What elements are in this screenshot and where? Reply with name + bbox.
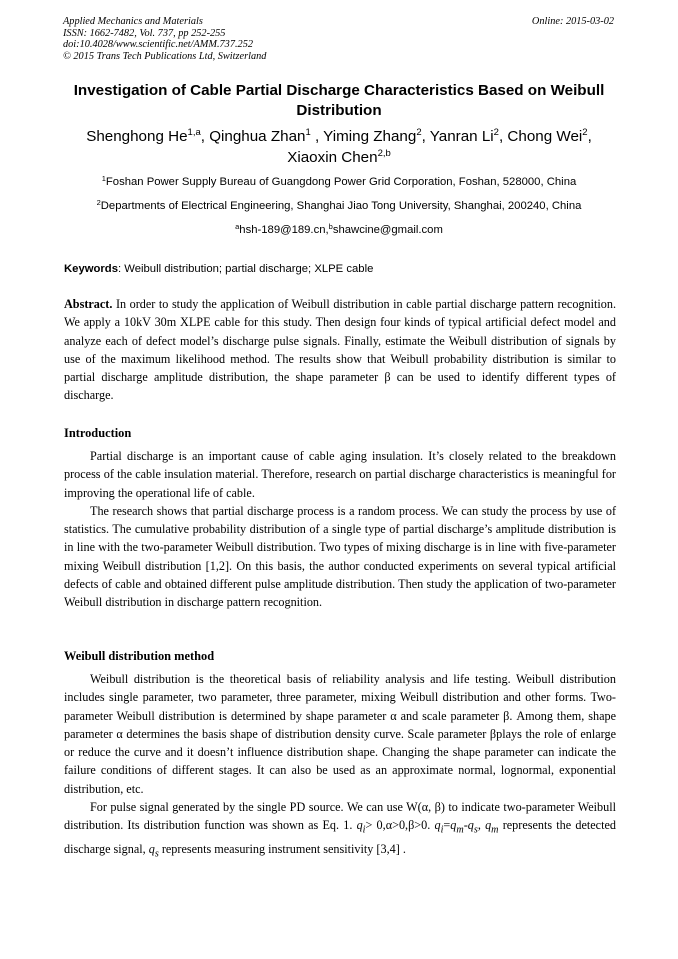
keywords-text: : Weibull distribution; partial discharge; XLPE cable — [118, 263, 374, 275]
math-subscript — [456, 825, 463, 836]
email-line — [40, 223, 638, 237]
affiliation-text: Foshan Power Supply Bureau of Guangdong Power Grid Corporation, Foshan, 528000, China — [105, 176, 577, 188]
abstract-label: Abstract. — [64, 297, 113, 311]
text-run: For pulse signal generated by the single PD source. We can use W(α, β) to indicate two-parameter Weibull distribution. Its distribution function was shown as Eq. 1. — [64, 800, 616, 833]
email-address: hsh-189@189.cn, — [239, 224, 329, 236]
affiliation-1 — [40, 175, 638, 189]
author-sup: 2 — [582, 127, 588, 138]
author-sup: 1,a — [187, 127, 201, 138]
math-symbol: q — [450, 818, 457, 833]
math-symbol: i — [362, 824, 366, 836]
math-symbol: q — [485, 818, 492, 833]
author-name: Yiming Zhang — [323, 128, 417, 145]
online-date: Online: 2015-03-02 — [531, 16, 614, 27]
text-run: represents measuring instrument sensitivity [3,4] . — [158, 842, 406, 857]
author-sep: , — [310, 128, 324, 145]
email-sup: b — [328, 222, 333, 231]
copyright-line: © 2015 Trans Tech Publications Ltd, Switzerland — [63, 50, 267, 62]
paragraph: The research shows that partial discharge process is a random process. We can study the process by use of statistics. The cumulative probability distribution of a single type of partial discharge’s amplitude distribution is in line with the two-parameter Weibull distribution. Two types of mixing discharge is in line with five-parameter mixing Weibull distribution [1,2]. On this basis, the author conducted experiments on several typical artificial defects of cable and obtained different pulse amplitude distribution. Then study the application of two-parameter Weibull distribution in discharge pattern recognition. — [64, 503, 616, 610]
math-symbol: m — [491, 824, 499, 836]
keywords-label: Keywords — [64, 263, 118, 275]
paragraph: Weibull distribution is the theoretical basis of reliability analysis and life testing. Weibull distribution includes single parameter, two parameter, three parameter, mixing Weibull distribution and other forms. Two-parameter Weibull distribution is determined by shape parameter α and scale parameter β. Among them, shape parameter α determines the basis shape of distribution density curve. Scale parameter βplays the role of enlarge or reduce the curve and it doesn’t influence distribution shape. Changing the shape parameter can indicate the failure conditions of different stages. It can also be used as an approximate normal, lognormal, exponential distribution, etc. — [64, 672, 616, 796]
affiliation-sup: 1 — [101, 174, 106, 183]
author-sup: 2 — [493, 127, 499, 138]
email-sup: a — [235, 222, 240, 231]
abstract-paragraph — [64, 295, 616, 405]
author-name: Xiaoxin Chen — [287, 149, 378, 166]
math-symbol: q — [434, 818, 441, 833]
abstract — [64, 295, 616, 405]
text-run: - — [463, 818, 468, 833]
math-symbol: s — [473, 824, 478, 836]
author-sep: , — [498, 128, 508, 145]
abstract-text: In order to study the application of Weibull distribution in cable partial discharge pattern recognition. We apply a 10kV 30m XLPE cable for this study. Then design four kinds of typical artificial defect model and analyze each of defect model’s discharge pulse signals. Finally, estimate the Weibull distribution of signals by use of the maximum likelihood method. The results show that Weibull probability distribution is similar to partial discharge amplitude distribution, the shape parameter β can be used to identify different types of discharge. — [64, 297, 616, 403]
author-name: Chong Wei — [507, 128, 583, 145]
doi-line: doi:10.4028/www.scientific.net/AMM.737.252 — [63, 39, 253, 51]
affiliation-2 — [40, 199, 638, 213]
journal-header — [63, 16, 266, 62]
math-symbol: q — [356, 818, 363, 833]
text-run: , — [477, 818, 486, 833]
author-sup: 1 — [305, 127, 311, 138]
math-symbol: i — [440, 824, 444, 836]
text-run: = — [443, 818, 451, 833]
issn-line: ISSN: 1662-7482, Vol. 737, pp 252-255 — [63, 27, 226, 39]
paper-title: Investigation of Cable Partial Discharge Characteristics Based on Weibull Distribution — [73, 82, 605, 119]
author-sup: 2 — [416, 127, 422, 138]
paragraph-with-symbols — [64, 798, 616, 864]
author-sep: , — [200, 128, 210, 145]
affiliation-text: Departments of Electrical Engineering, Shanghai Jiao Tong University, Shanghai, 200240, China — [100, 200, 582, 212]
introduction-body — [64, 447, 616, 612]
author-sup: 2,b — [377, 148, 391, 159]
keywords-line — [64, 262, 616, 276]
math-symbol: q — [467, 818, 474, 833]
author-list — [60, 126, 618, 168]
text-run: represents the detected discharge signal, — [64, 818, 616, 857]
math-subscript — [491, 825, 498, 836]
section-heading-weibull: Weibull distribution method — [64, 649, 215, 663]
author-sep: , — [421, 128, 430, 145]
text-run: > 0,α>0,β>0. — [365, 818, 435, 833]
weibull-body — [64, 670, 616, 864]
author-sep: , — [587, 128, 592, 145]
affiliation-sup: 2 — [96, 198, 101, 207]
author-name: Shenghong He — [86, 128, 188, 145]
math-symbol: s — [154, 848, 159, 860]
journal-name: Applied Mechanics and Materials — [63, 16, 203, 27]
email-address: shawcine@gmail.com — [332, 224, 443, 236]
math-symbol: m — [456, 824, 464, 836]
section-heading-introduction: Introduction — [64, 426, 132, 440]
author-name: Yanran Li — [429, 128, 494, 145]
paragraph: Partial discharge is an important cause of cable aging insulation. It’s closely related to the breakdown process of the cable insulation material. Therefore, research on partial discharge characteristics is meaningful for improving the operational life of cable. — [64, 449, 616, 500]
math-symbol: q — [148, 842, 155, 857]
author-name: Qinghua Zhan — [209, 128, 306, 145]
